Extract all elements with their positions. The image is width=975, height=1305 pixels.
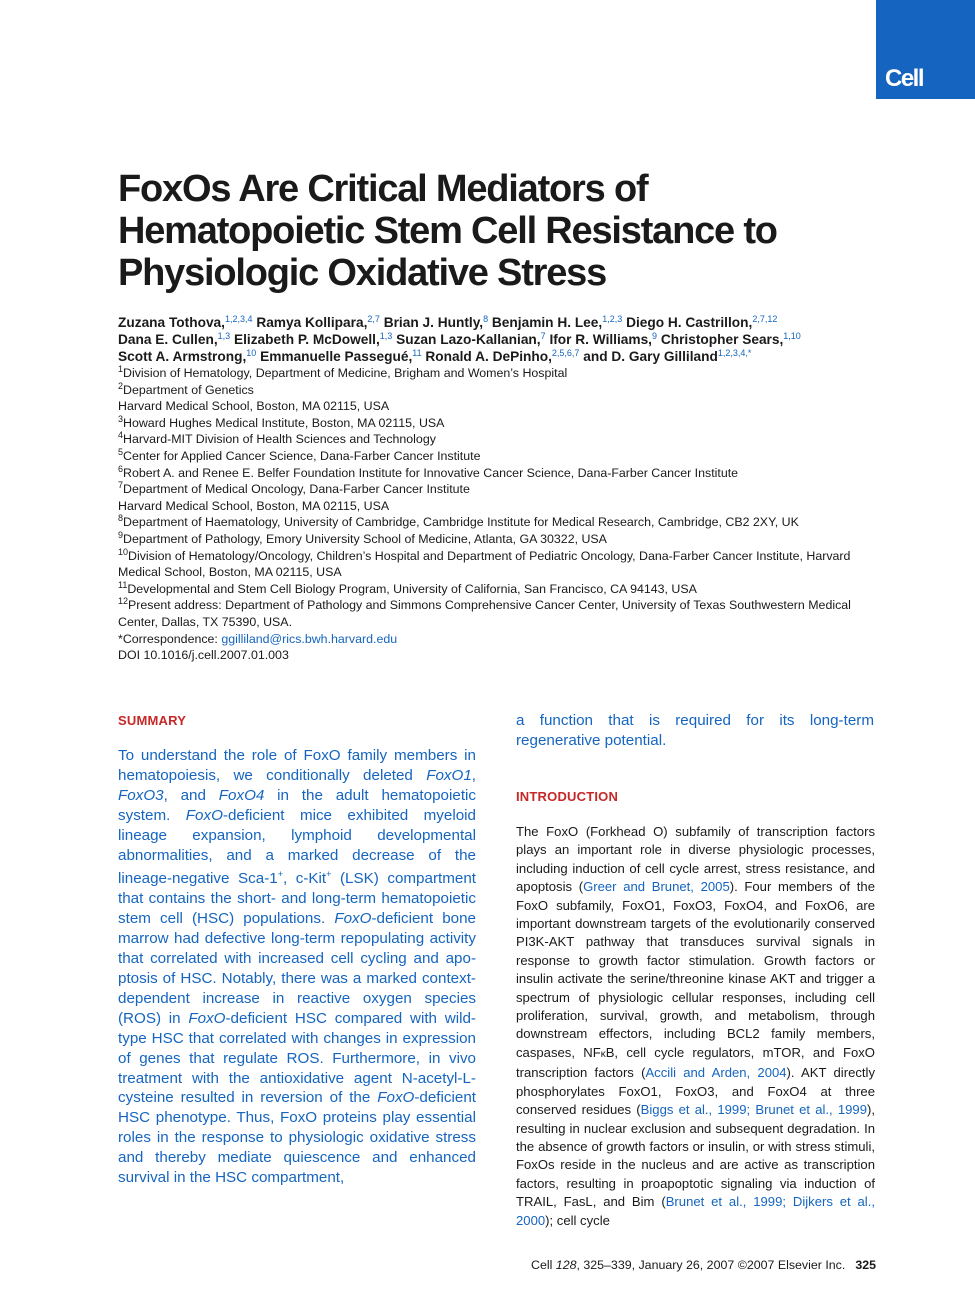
correspondence: *Correspondence: ggilliland@rics.bwh.harvard.edu xyxy=(118,631,398,646)
affiliation: $^8$Department of Haematology, University of Cambridge, Cambridge Institute for Medical Research, Cambridge, CB2 2XY, UK xyxy=(118,513,799,530)
journal-logo-text: Cell xyxy=(885,65,924,92)
citation-link[interactable]: Biggs et al., 1999; Brunet et al., 1999 xyxy=(640,1102,867,1118)
affiliation: $^4$Harvard-MIT Division of Health Sciences and Technology xyxy=(118,430,436,447)
author: Suzan Lazo-Kallanian,$^7$ xyxy=(396,331,546,347)
affiliation: Harvard Medical School, Boston, MA 02115, USA xyxy=(118,498,390,513)
citation-link[interactable]: Accili and Arden, 2004 xyxy=(645,1065,787,1081)
affiliation: $^{12}$Present address: Department of Pathology and Simmons Comprehensive Cancer Center, University of Texas Southwestern Medical Center, Dallas, TX 75390, USA. xyxy=(118,596,851,629)
author: Benjamin H. Lee,$^{1,2,3}$ xyxy=(491,314,623,330)
citation-link[interactable]: Greer and Brunet, 2005 xyxy=(583,879,730,895)
correspondence-email-link[interactable]: ggilliland@rics.bwh.harvard.edu xyxy=(221,631,398,646)
author: Emmanuelle Passegué,$^{11}$ xyxy=(260,348,422,364)
journal-badge xyxy=(876,0,975,99)
author: Ronald A. DePinho,$^{2,5,6,7}$ xyxy=(425,348,580,364)
author-list xyxy=(118,314,878,365)
author: Scott A. Armstrong,$^{10}$ xyxy=(118,348,257,364)
affiliation: $^2$Department of Genetics xyxy=(118,380,254,397)
introduction-text: The FoxO (Forkhead O) subfamily of transcription factors plays an important role in diverse physiologic processes, including induction of cell cycle arrest, stress resistance, and apoptosis (Greer and Brunet, 2005). Four members of the FoxO subfamily, FoxO1, FoxO3, FoxO4, and FoxO6, are important downstream targets of the evolutionarily conserved PI3K-AKT pathway that transduces survival signals in response to growth factor stimulation. Growth factors or insulin activate the serine/threonine kinase AKT and trigger a spectrum of physiologic cellular responses, including cell proliferation, survival, growth, and metabolism, through downstream effectors, including BCL2 family members, caspases, NFκB, cell cycle regulators, mTOR, and FoxO transcription factors (Accili and Arden, 2004). AKT directly phosphorylates FoxO1, FoxO3, and FoxO4 at three conserved residues (Biggs et al., 1999; Brunet et al., 1999), resulting in nuclear exclusion and subsequent degradation. In the absence of growth factors or insulin, or with stress stimuli, FoxOs reside in the nucleus and are active as transcription factors, resulting in proapoptotic signaling via induction of TRAIL, FasL, and Bim (Brunet et al., 1999; Dijkers et al., 2000); cell cycle xyxy=(516,824,875,1228)
affiliation: $^6$Robert A. and Renee E. Belfer Foundation Institute for Innovative Cancer Science, Dana-Farber Cancer Institute xyxy=(118,463,739,480)
author: Ifor R. Williams,$^9$ xyxy=(549,331,658,347)
author: Diego H. Castrillon,$^{2,7,12}$ xyxy=(626,314,778,330)
summary-text: To understand the role of FoxO family members in hematopoiesis, we conditionally deleted FoxO1, FoxO3, and FoxO4 in the adult hematopoietic system. FoxO-deficient mice exhibited myeloid lineage expansion, lymphoid developmental abnormalities, and a marked decrease of the lineage-negative Sca-1+, c-Kit+ (LSK) compartment that contains the short- and long-term hematopoietic stem cell (HSC) populations. FoxO-deficient bone marrow had defective long-term repopulating activity that correlated with increased cell cycling and apoptosis of HSC. Notably, there was a marked context-dependent increase in reactive oxygen species (ROS) in FoxO-deficient HSC compared with wild-type HSC that correlated with changes in expression of genes that regulate ROS. Furthermore, in vivo treatment with the antioxidative agent N-acetyl-L-cysteine resulted in reversion of the FoxO-deficient HSC phenotype. Thus, FoxO proteins play essential roles in the response to physiologic oxidative stress and thereby mediate quiescence and enhanced survival in the HSC compartment, xyxy=(118,747,477,1187)
author: Zuzana Tothova,$^{1,2,3,4}$ xyxy=(118,314,253,330)
author: and D. Gary Gilliland$^{1,2,3,4,*}$ xyxy=(583,348,752,364)
author: Dana E. Cullen,$^{1,3}$ xyxy=(118,331,231,347)
page-footer: Cell 128, 325–339, January 26, 2007 ©2007 Elsevier Inc. 325 xyxy=(531,1258,876,1272)
summary-continued: a function that is required for its long-term regenerative potential. xyxy=(516,712,874,749)
author: Brian J. Huntly,$^8$ xyxy=(383,314,489,330)
author: Christopher Sears,$^{1,10}$ xyxy=(660,331,801,347)
citation-link[interactable]: Brunet et al., 1999; Dijkers et al., 2000 xyxy=(516,1194,875,1228)
affiliation: Harvard Medical School, Boston, MA 02115, USA xyxy=(118,399,390,414)
affiliation: $^7$Department of Medical Oncology, Dana-Farber Cancer Institute xyxy=(118,480,470,497)
affiliations xyxy=(118,365,878,664)
author: Ramya Kollipara,$^{2,7}$ xyxy=(256,314,380,330)
affiliation: $^9$Department of Pathology, Emory University School of Medicine, Atlanta, GA 30322, USA xyxy=(118,529,607,546)
author: Elizabeth P. McDowell,$^{1,3}$ xyxy=(233,331,393,347)
affiliation: $^{11}$Developmental and Stem Cell Biology Program, University of California, San Francisco, CA 94143, USA xyxy=(118,579,697,596)
article-title: FoxOs Are Critical Mediators of Hematopoietic Stem Cell Resistance to Physiologic Oxidative Stress xyxy=(118,168,777,294)
affiliation: $^1$Division of Hematology, Department of Medicine, Brigham and Women’s Hospital xyxy=(118,364,568,380)
introduction-heading: INTRODUCTION xyxy=(516,789,619,804)
doi: DOI 10.1016/j.cell.2007.01.003 xyxy=(118,648,289,663)
affiliation: $^5$Center for Applied Cancer Science, Dana-Farber Cancer Institute xyxy=(118,446,481,463)
summary-heading: SUMMARY xyxy=(118,713,187,728)
affiliation: $^3$Howard Hughes Medical Institute, Boston, MA 02115, USA xyxy=(118,413,445,430)
page-number: 325 xyxy=(855,1258,876,1272)
affiliation: $^{10}$Division of Hematology/Oncology, Children’s Hospital and Department of Pediatric Oncology, Dana-Farber Cancer Institute, Harvard Medical School, Boston, MA 02115, USA xyxy=(118,546,851,580)
